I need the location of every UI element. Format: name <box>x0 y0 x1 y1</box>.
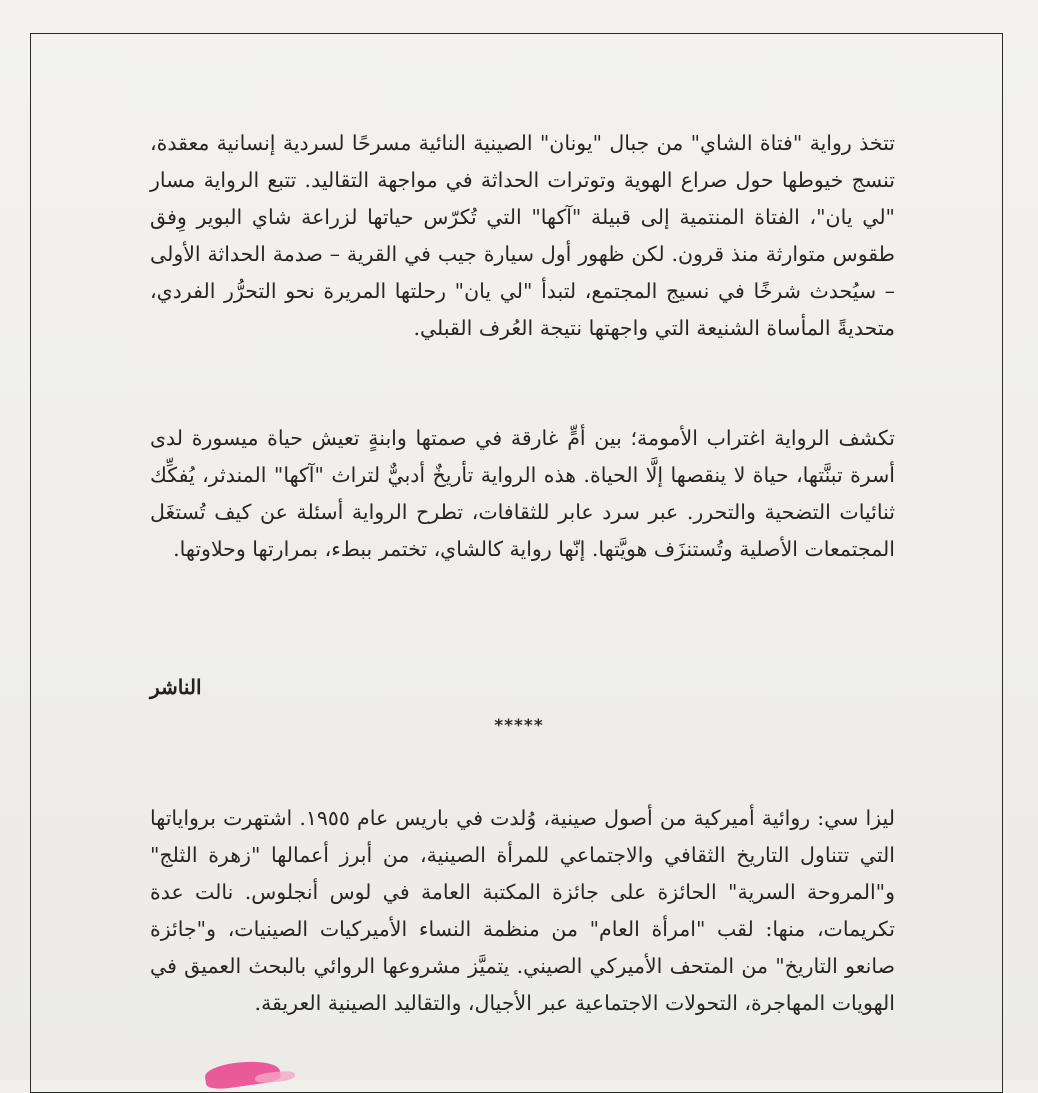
synopsis-paragraph: تتخذ رواية "فتاة الشاي" من جبال "يونان" الصينية النائية مسرحًا لسردية إنسانية معقدة، تنسج خيوطها حول صراع الهوية وتوترات الحداثة في مواجهة التقاليد. تتبع الرواية مسار "لي يان"، الفتاة المنتمية إلى قبيلة "آكها" التي تُكرّس حياتها لزراعة شاي البوير وِفق طقوس متوارثة منذ قرون. لكن ظهور أول سيارة جيب في القرية – صدمة الحداثة الأولى – سيُحدث شرخًا في نسيج المجتمع، لتبدأ "لي يان" رحلتها المريرة نحو التحرُّر الفردي، متحديةً المأساة الشنيعة التي واجهتها نتيجة العُرف القبلي. <box>150 131 895 340</box>
section-separator: ***** <box>494 716 544 736</box>
themes-paragraph: تكشف الرواية اغتراب الأمومة؛ بين أمٍّ غارقة في صمتها وابنةٍ تعيش حياة ميسورة لدى أسرة تبنَّتها، حياة لا ينقصها إلَّا الحياة. هذه الرواية تأريخٌ أدبيٌّ لتراث "آكها" المندثر، يُفكِّك ثنائيات التضحية والتحرر. عبر سرد عابر للثقافات، تطرح الرواية أسئلة عن كيف تُستغَل المجتمعات الأصلية وتُستنزَف هويَّتها. إنّها رواية كالشاي، تختمر ببطء، بمرارتها وحلاوتها. <box>150 426 895 561</box>
publisher-label: الناشر <box>150 675 202 699</box>
author-bio-paragraph: ليزا سي: روائية أميركية من أصول صينية، وُلدت في باريس عام ١٩٥٥. اشتهرت برواياتها التي تتناول التاريخ الثقافي والاجتماعي للمرأة الصينية، من أبرز أعمالها "زهرة الثلج" و"المروحة السرية" الحائزة على جائزة المكتبة العامة في لوس أنجلوس. نالت عدة تكريمات، منها: لقب "امرأة العام" من منظمة النساء الأميركيات الصينيات، و"جائزة صانعو التاريخ" من المتحف الأميركي الصيني. يتميَّز مشروعها الروائي بالبحث العميق في الهويات المهاجرة، التحولات الاجتماعية عبر الأجيال، والتقاليد الصينية العريقة. <box>150 806 895 1015</box>
